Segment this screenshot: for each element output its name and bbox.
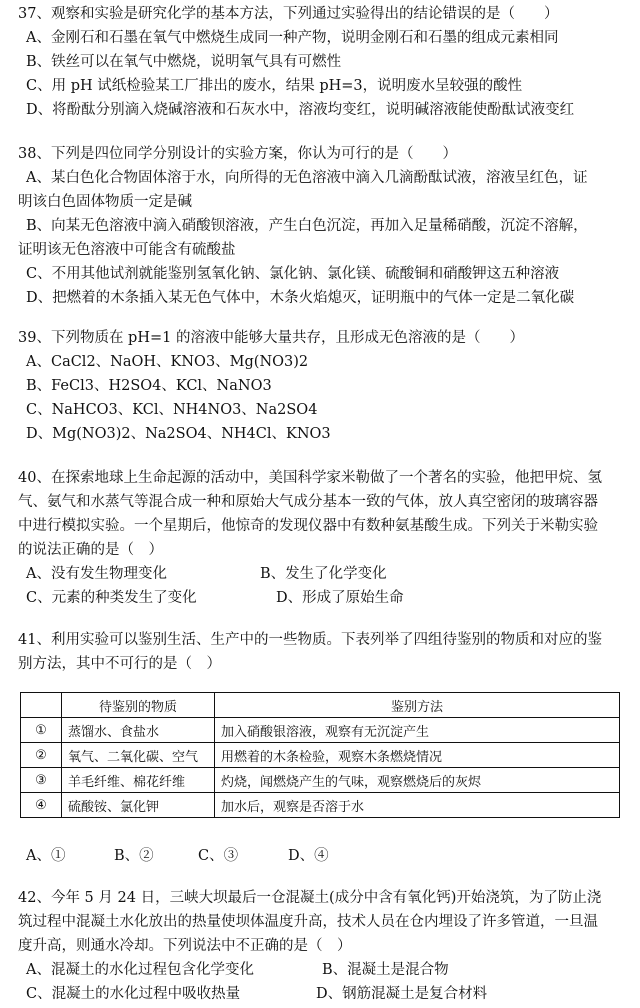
table-cell-substance: 羊毛纤维、棉花纤维 xyxy=(62,768,215,793)
question-38-option-b: B、向某无色溶液中滴入硝酸钡溶液，产生白色沉淀，再加入足量稀硝酸，沉淀不溶解， xyxy=(26,218,588,234)
question-37-option-c: C、用 pH 试纸检验某工厂排出的废水，结果 pH=3，说明废水呈较强的酸性 xyxy=(26,78,523,94)
question-41-option-c: C、③ xyxy=(198,848,239,864)
table-cell-number: ③ xyxy=(21,768,62,793)
question-42-option-a: A、混凝土的水化过程包含化学变化 xyxy=(26,962,254,978)
table-cell-method: 加入硝酸银溶液，观察有无沉淀产生 xyxy=(215,718,620,743)
table-header-substance: 待鉴别的物质 xyxy=(62,693,215,718)
table-cell-method: 灼烧，闻燃烧产生的气味，观察燃烧后的灰烬 xyxy=(215,768,620,793)
question-40-option-a: A、没有发生物理变化 xyxy=(26,566,167,582)
table-header-method: 鉴别方法 xyxy=(215,693,620,718)
table-cell-number: ① xyxy=(21,718,62,743)
table-cell-substance: 氧气、二氧化碳、空气 xyxy=(62,743,215,768)
question-40-options-row1 xyxy=(18,562,630,586)
question-39-option-c: C、NaHCO3、KCl、NH4NO3、Na2SO4 xyxy=(26,402,318,418)
question-40-stem-line2: 气、氨气和水蒸气等混合成一种和原始大气成分基本一致的气体，放人真空密闭的玻璃容器 xyxy=(18,494,598,510)
question-41-option-a: A、① xyxy=(26,848,66,864)
question-38-option-a: A、某白色化合物固体溶于水，向所得的无色溶液中滴入几滴酚酞试液，溶液呈红色，证 xyxy=(26,170,588,186)
question-38 xyxy=(18,142,630,310)
question-38-option-c: C、不用其他试剂就能鉴别氢氧化钠、氯化钠、氯化镁、硫酸铜和硝酸钾这五种溶液 xyxy=(26,266,560,282)
question-40 xyxy=(18,466,630,610)
question-40-option-b: B、发生了化学变化 xyxy=(260,566,387,582)
question-41-stem-line2: 别方法，其中不可行的是（ ） xyxy=(18,656,221,672)
table-cell-method: 用燃着的木条检验，观察木条燃烧情况 xyxy=(215,743,620,768)
table-cell-number: ④ xyxy=(21,793,62,818)
table-row xyxy=(21,793,620,818)
question-39-stem: 39、下列物质在 pH=1 的溶液中能够大量共存，且形成无色溶液的是（ ） xyxy=(18,330,524,346)
question-42-stem-line3: 度升高，则通水冷却。下列说法中不正确的是（ ） xyxy=(18,938,352,954)
question-40-option-c: C、元素的种类发生了变化 xyxy=(26,590,197,606)
table-header-number xyxy=(21,693,62,718)
question-39-option-a: A、CaCl2、NaOH、KNO3、Mg(NO3)2 xyxy=(26,354,309,370)
question-40-stem-line1: 40、在探索地球上生命起源的活动中，美国科学家米勒做了一个著名的实验，他把甲烷、氢 xyxy=(18,470,602,486)
question-38-option-b-cont: 证明该无色溶液中可能含有硫酸盐 xyxy=(18,242,236,258)
question-37-option-d: D、将酚酞分别滴入烧碱溶液和石灰水中，溶液均变红，说明碱溶液能使酚酞试液变红 xyxy=(26,102,575,118)
question-41-stem-line1: 41、利用实验可以鉴别生活、生产中的一些物质。下表列举了四组待鉴别的物质和对应的鉴 xyxy=(18,632,602,648)
question-42-stem-line1: 42、今年 5 月 24 日，三峡大坝最后一仓混凝土(成分中含有氧化钙)开始浇筑，为了防止浇 xyxy=(18,890,602,906)
table-row xyxy=(21,743,620,768)
question-42-options-row2 xyxy=(18,982,630,1006)
question-41-option-d: D、④ xyxy=(288,848,329,864)
table-row xyxy=(21,768,620,793)
question-38-stem: 38、下列是四位同学分别设计的实验方案，你认为可行的是（ ） xyxy=(18,146,457,162)
table-cell-substance: 蒸馏水、食盐水 xyxy=(62,718,215,743)
question-39-option-b: B、FeCl3、H2SO4、KCl、NaNO3 xyxy=(26,378,272,394)
question-39-option-d: D、Mg(NO3)2、Na2SO4、NH4Cl、KNO3 xyxy=(26,426,331,442)
question-37 xyxy=(18,2,630,122)
question-40-option-d: D、形成了原始生命 xyxy=(276,590,404,606)
question-40-options-row2 xyxy=(18,586,630,610)
table-cell-substance: 硫酸铵、氯化钾 xyxy=(62,793,215,818)
question-42-options-row1 xyxy=(18,958,630,982)
question-37-stem: 37、观察和实验是研究化学的基本方法，下列通过实验得出的结论错误的是（ ） xyxy=(18,6,559,22)
table-cell-number: ② xyxy=(21,743,62,768)
question-39 xyxy=(18,326,630,446)
question-41-options xyxy=(26,844,626,868)
question-40-stem-line4: 的说法正确的是（ ） xyxy=(18,542,163,558)
question-38-option-d: D、把燃着的木条插入某无色气体中，木条火焰熄灭，证明瓶中的气体一定是二氧化碳 xyxy=(26,290,575,306)
identification-table xyxy=(20,692,620,818)
question-42-option-b: B、混凝土是混合物 xyxy=(322,962,449,978)
question-40-stem-line3: 中进行模拟实验。一个星期后，他惊奇的发现仪器中有数种氨基酸生成。下列关于米勒实验 xyxy=(18,518,598,534)
question-38-option-a-cont: 明该白色固体物质一定是碱 xyxy=(18,194,192,210)
question-41-option-b: B、② xyxy=(114,848,154,864)
question-41 xyxy=(18,628,630,676)
table-header-row xyxy=(21,693,620,718)
table-cell-method: 加水后，观察是否溶于水 xyxy=(215,793,620,818)
question-37-option-a: A、金刚石和石墨在氧气中燃烧生成同一种产物，说明金刚石和石墨的组成元素相同 xyxy=(26,30,559,46)
question-42-stem-line2: 筑过程中混凝土水化放出的热量使坝体温度升高，技术人员在仓内埋设了许多管道，一旦温 xyxy=(18,914,598,930)
question-42-option-c: C、混凝土的水化过程中吸收热量 xyxy=(26,986,241,1002)
question-42-option-d: D、钢筋混凝土是复合材料 xyxy=(316,986,488,1002)
table-row xyxy=(21,718,620,743)
question-37-option-b: B、铁丝可以在氧气中燃烧，说明氧气具有可燃性 xyxy=(26,54,342,70)
question-42 xyxy=(18,886,630,1006)
